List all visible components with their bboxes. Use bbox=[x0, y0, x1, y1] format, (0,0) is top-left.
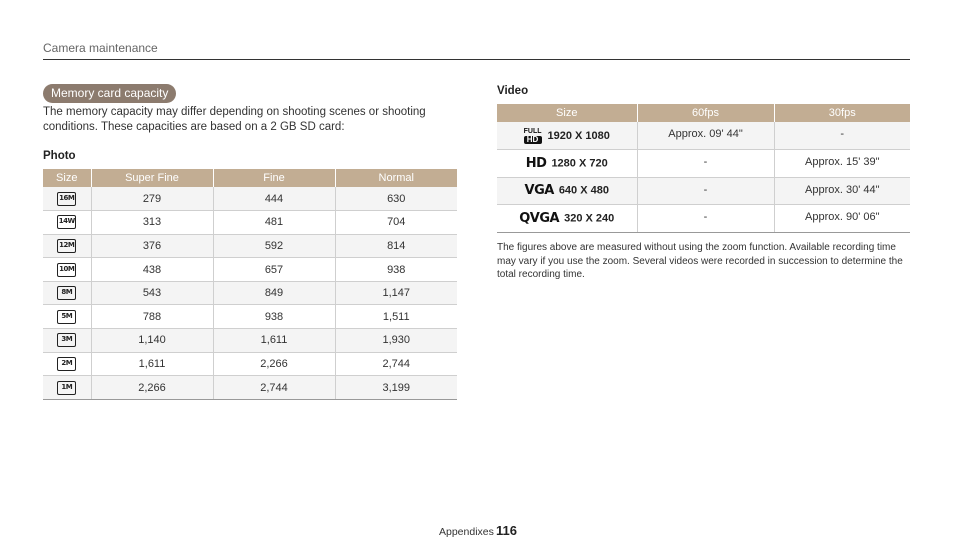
table-row bbox=[497, 205, 910, 233]
table-cell: 1,140 bbox=[91, 329, 213, 353]
table-row bbox=[497, 177, 910, 205]
photo-col-size: Size bbox=[43, 169, 91, 187]
size-2m-icon: 2M bbox=[57, 357, 76, 371]
table-cell: 2,266 bbox=[91, 376, 213, 400]
table-cell: Approx. 90' 06" bbox=[774, 205, 910, 233]
table-cell: 630 bbox=[335, 187, 457, 211]
photo-col-fine: Fine bbox=[213, 169, 335, 187]
qvga-icon: QVGA bbox=[519, 210, 560, 226]
table-row bbox=[43, 258, 457, 282]
table-row bbox=[497, 150, 910, 178]
table-row bbox=[43, 187, 457, 211]
table-row bbox=[43, 211, 457, 235]
size-5m-icon: 5M bbox=[57, 310, 76, 324]
table-cell: 376 bbox=[91, 234, 213, 258]
table-row bbox=[43, 305, 457, 329]
table-cell: Approx. 30' 44" bbox=[774, 177, 910, 205]
video-resolution-label: 640 X 480 bbox=[558, 184, 609, 197]
table-cell: 2,266 bbox=[213, 352, 335, 376]
video-table-header-row bbox=[497, 104, 910, 122]
photo-capacity-table bbox=[43, 169, 457, 400]
table-cell: 814 bbox=[335, 234, 457, 258]
page-number: 116 bbox=[496, 523, 517, 538]
table-row bbox=[43, 234, 457, 258]
photo-col-normal: Normal bbox=[335, 169, 457, 187]
photo-subheading: Photo bbox=[43, 150, 76, 162]
table-cell: 279 bbox=[91, 187, 213, 211]
full-hd-icon bbox=[524, 128, 542, 144]
video-capacity-table bbox=[497, 104, 910, 233]
table-cell: 938 bbox=[213, 305, 335, 329]
photo-col-super-fine: Super Fine bbox=[91, 169, 213, 187]
table-cell: - bbox=[774, 122, 910, 150]
size-10m-icon: 10M bbox=[57, 263, 76, 277]
table-cell: - bbox=[637, 150, 774, 178]
size-3m-icon: 3M bbox=[57, 333, 76, 347]
table-cell: 592 bbox=[213, 234, 335, 258]
video-resolution-label: 1280 X 720 bbox=[551, 157, 608, 170]
video-note-text: The figures above are measured without using the zoom function. Available recording time may vary if you use the zoom. Several videos were recorded in succession to determine the total recording time. bbox=[497, 242, 903, 280]
table-cell: 1,511 bbox=[335, 305, 457, 329]
hd-icon: HD bbox=[525, 155, 547, 171]
table-cell: 938 bbox=[335, 258, 457, 282]
size-16m-icon: 16M bbox=[57, 192, 76, 206]
video-col-30fps: 30fps bbox=[774, 104, 910, 122]
table-cell: Approx. 15' 39" bbox=[774, 150, 910, 178]
header-divider bbox=[43, 59, 910, 60]
table-cell: 1,611 bbox=[213, 329, 335, 353]
table-row bbox=[497, 122, 910, 150]
table-cell: 444 bbox=[213, 187, 335, 211]
video-resolution-label: 1920 X 1080 bbox=[547, 129, 610, 142]
size-14m-wide-icon: 14W bbox=[57, 215, 76, 229]
video-col-size: Size bbox=[497, 104, 637, 122]
table-cell: 704 bbox=[335, 211, 457, 235]
size-1m-icon: 1M bbox=[57, 381, 76, 395]
full-hd-icon-bottom: HD bbox=[524, 136, 542, 144]
table-cell: 438 bbox=[91, 258, 213, 282]
table-cell: 657 bbox=[213, 258, 335, 282]
table-row bbox=[43, 281, 457, 305]
section-badge: Memory card capacity bbox=[43, 84, 176, 103]
table-row bbox=[43, 329, 457, 353]
video-resolution-label: 320 X 240 bbox=[564, 212, 615, 225]
table-row bbox=[43, 352, 457, 376]
table-cell: Approx. 09' 44" bbox=[637, 122, 774, 150]
photo-table-header-row bbox=[43, 169, 457, 187]
table-cell: 788 bbox=[91, 305, 213, 329]
vga-icon: VGA bbox=[524, 183, 554, 199]
table-cell: 3,199 bbox=[335, 376, 457, 400]
size-8m-icon: 8M bbox=[57, 286, 76, 300]
table-cell: 313 bbox=[91, 211, 213, 235]
table-cell: 2,744 bbox=[213, 376, 335, 400]
video-col-60fps: 60fps bbox=[637, 104, 774, 122]
table-cell: 1,930 bbox=[335, 329, 457, 353]
table-cell: - bbox=[637, 205, 774, 233]
page-header-title: Camera maintenance bbox=[43, 41, 158, 55]
full-hd-icon-top: FULL bbox=[523, 127, 542, 135]
video-subheading: Video bbox=[497, 85, 529, 97]
table-cell: 849 bbox=[213, 281, 335, 305]
section-intro-text: The memory capacity may differ depending on shooting scenes or shooting conditions. These capacities are based on a 2 GB SD card: bbox=[43, 106, 426, 133]
footer-section-label: Appendixes bbox=[439, 526, 494, 538]
size-12m-icon: 12M bbox=[57, 239, 76, 253]
table-cell: 2,744 bbox=[335, 352, 457, 376]
table-cell: 1,147 bbox=[335, 281, 457, 305]
table-cell: 481 bbox=[213, 211, 335, 235]
table-cell: - bbox=[637, 177, 774, 205]
table-cell: 543 bbox=[91, 281, 213, 305]
table-row bbox=[43, 376, 457, 400]
table-cell: 1,611 bbox=[91, 352, 213, 376]
